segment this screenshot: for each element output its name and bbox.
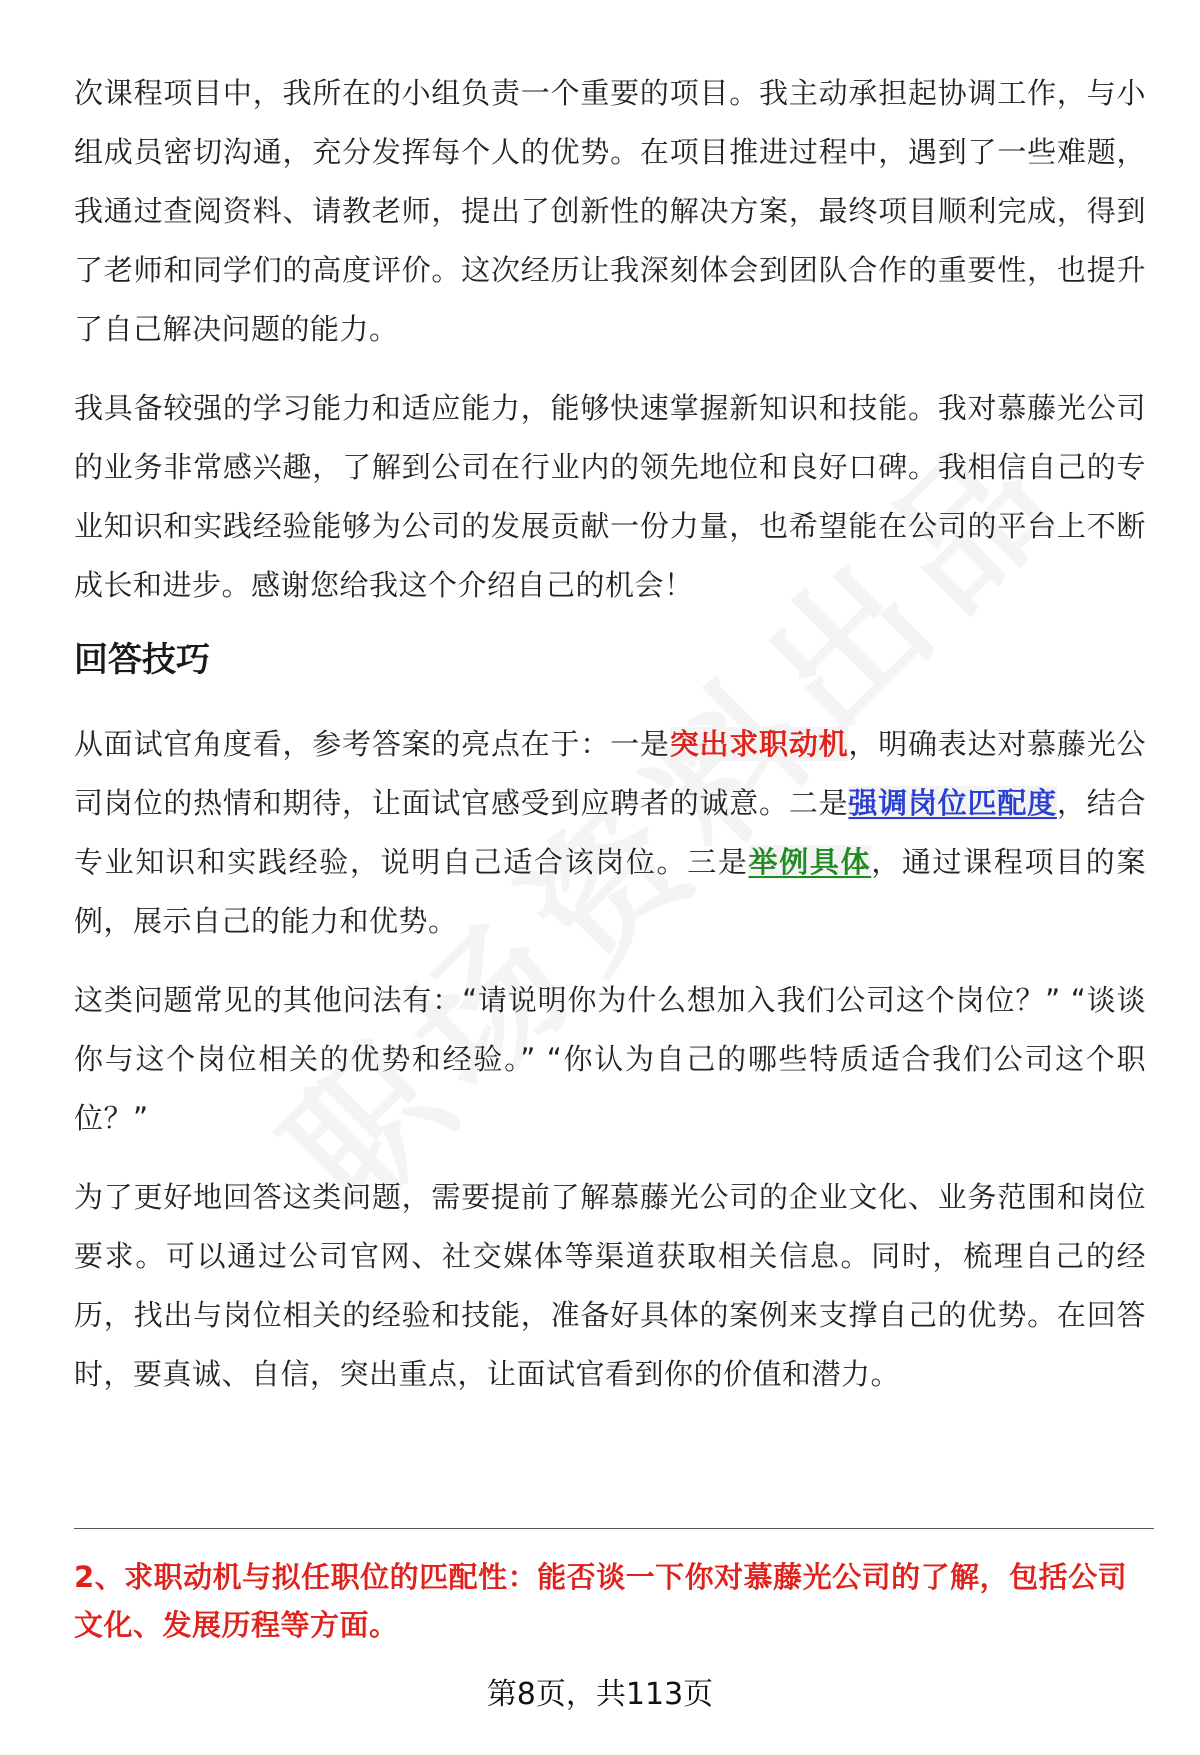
- answer-paragraph-1: 次课程项目中，我所在的小组负责一个重要的项目。我主动承担起协调工作，与小组成员密切沟通，充分发挥每个人的优势。在项目推进过程中，遇到了一些难题，我通过查阅资料、请教老师，提出了创新性的解决方案，最终项目顺利完成，得到了老师和同学们的高度评价。这次经历让我深刻体会到团队合作的重要性，也提升了自己解决问题的能力。: [74, 76, 1146, 346]
- tips-text-3: ，结合专业知识和实践经验，说明自己适合该岗位。三是: [74, 786, 1146, 879]
- section-heading: 回答技巧: [74, 640, 210, 680]
- page-number: 第8页，共113页: [486, 1677, 714, 1712]
- tips-text-4: ，通过课程项目的案例，展示自己的能力和优势。: [74, 845, 1146, 938]
- highlight-job-fit: 强调岗位匹配度: [848, 786, 1057, 820]
- highlight-concrete-example: 举例具体: [748, 845, 872, 879]
- answer-paragraph-2: 我具备较强的学习能力和适应能力，能够快速掌握新知识和技能。我对慕藤光公司的业务非常感兴趣，了解到公司在行业内的领先地位和良好口碑。我相信自己的专业知识和实践经验能够为公司的发展贡献一份力量，也希望能在公司的平台上不断成长和进步。感谢您给我这个介绍自己的机会！: [74, 391, 1146, 602]
- tips-text-1: 从面试官角度看，参考答案的亮点在于：一是: [74, 727, 670, 761]
- alternative-questions-paragraph: 这类问题常见的其他问法有：“请说明你为什么想加入我们公司这个岗位？” “谈谈你与这个岗位相关的优势和经验。” “你认为自己的哪些特质适合我们公司这个职位？”: [74, 983, 1146, 1135]
- tips-text-2: ，明确表达对慕藤光公司岗位的热情和期待，让面试官感受到应聘者的诚意。二是: [74, 727, 1146, 820]
- tips-paragraph: [74, 715, 1146, 951]
- next-question-title: 2、求职动机与拟任职位的匹配性：能否谈一下你对慕藤光公司的了解，包括公司文化、发展历程等方面。: [74, 1560, 1128, 1642]
- section-divider: [74, 1528, 1154, 1529]
- highlight-motivation: 突出求职动机: [669, 727, 849, 761]
- document-body: [74, 64, 1146, 1424]
- preparation-advice-paragraph: 为了更好地回答这类问题，需要提前了解慕藤光公司的企业文化、业务范围和岗位要求。可以通过公司官网、社交媒体等渠道获取相关信息。同时，梳理自己的经历，找出与岗位相关的经验和技能，准备好具体的案例来支撑自己的优势。在回答时，要真诚、自信，突出重点，让面试官看到你的价值和潜力。: [74, 1180, 1146, 1391]
